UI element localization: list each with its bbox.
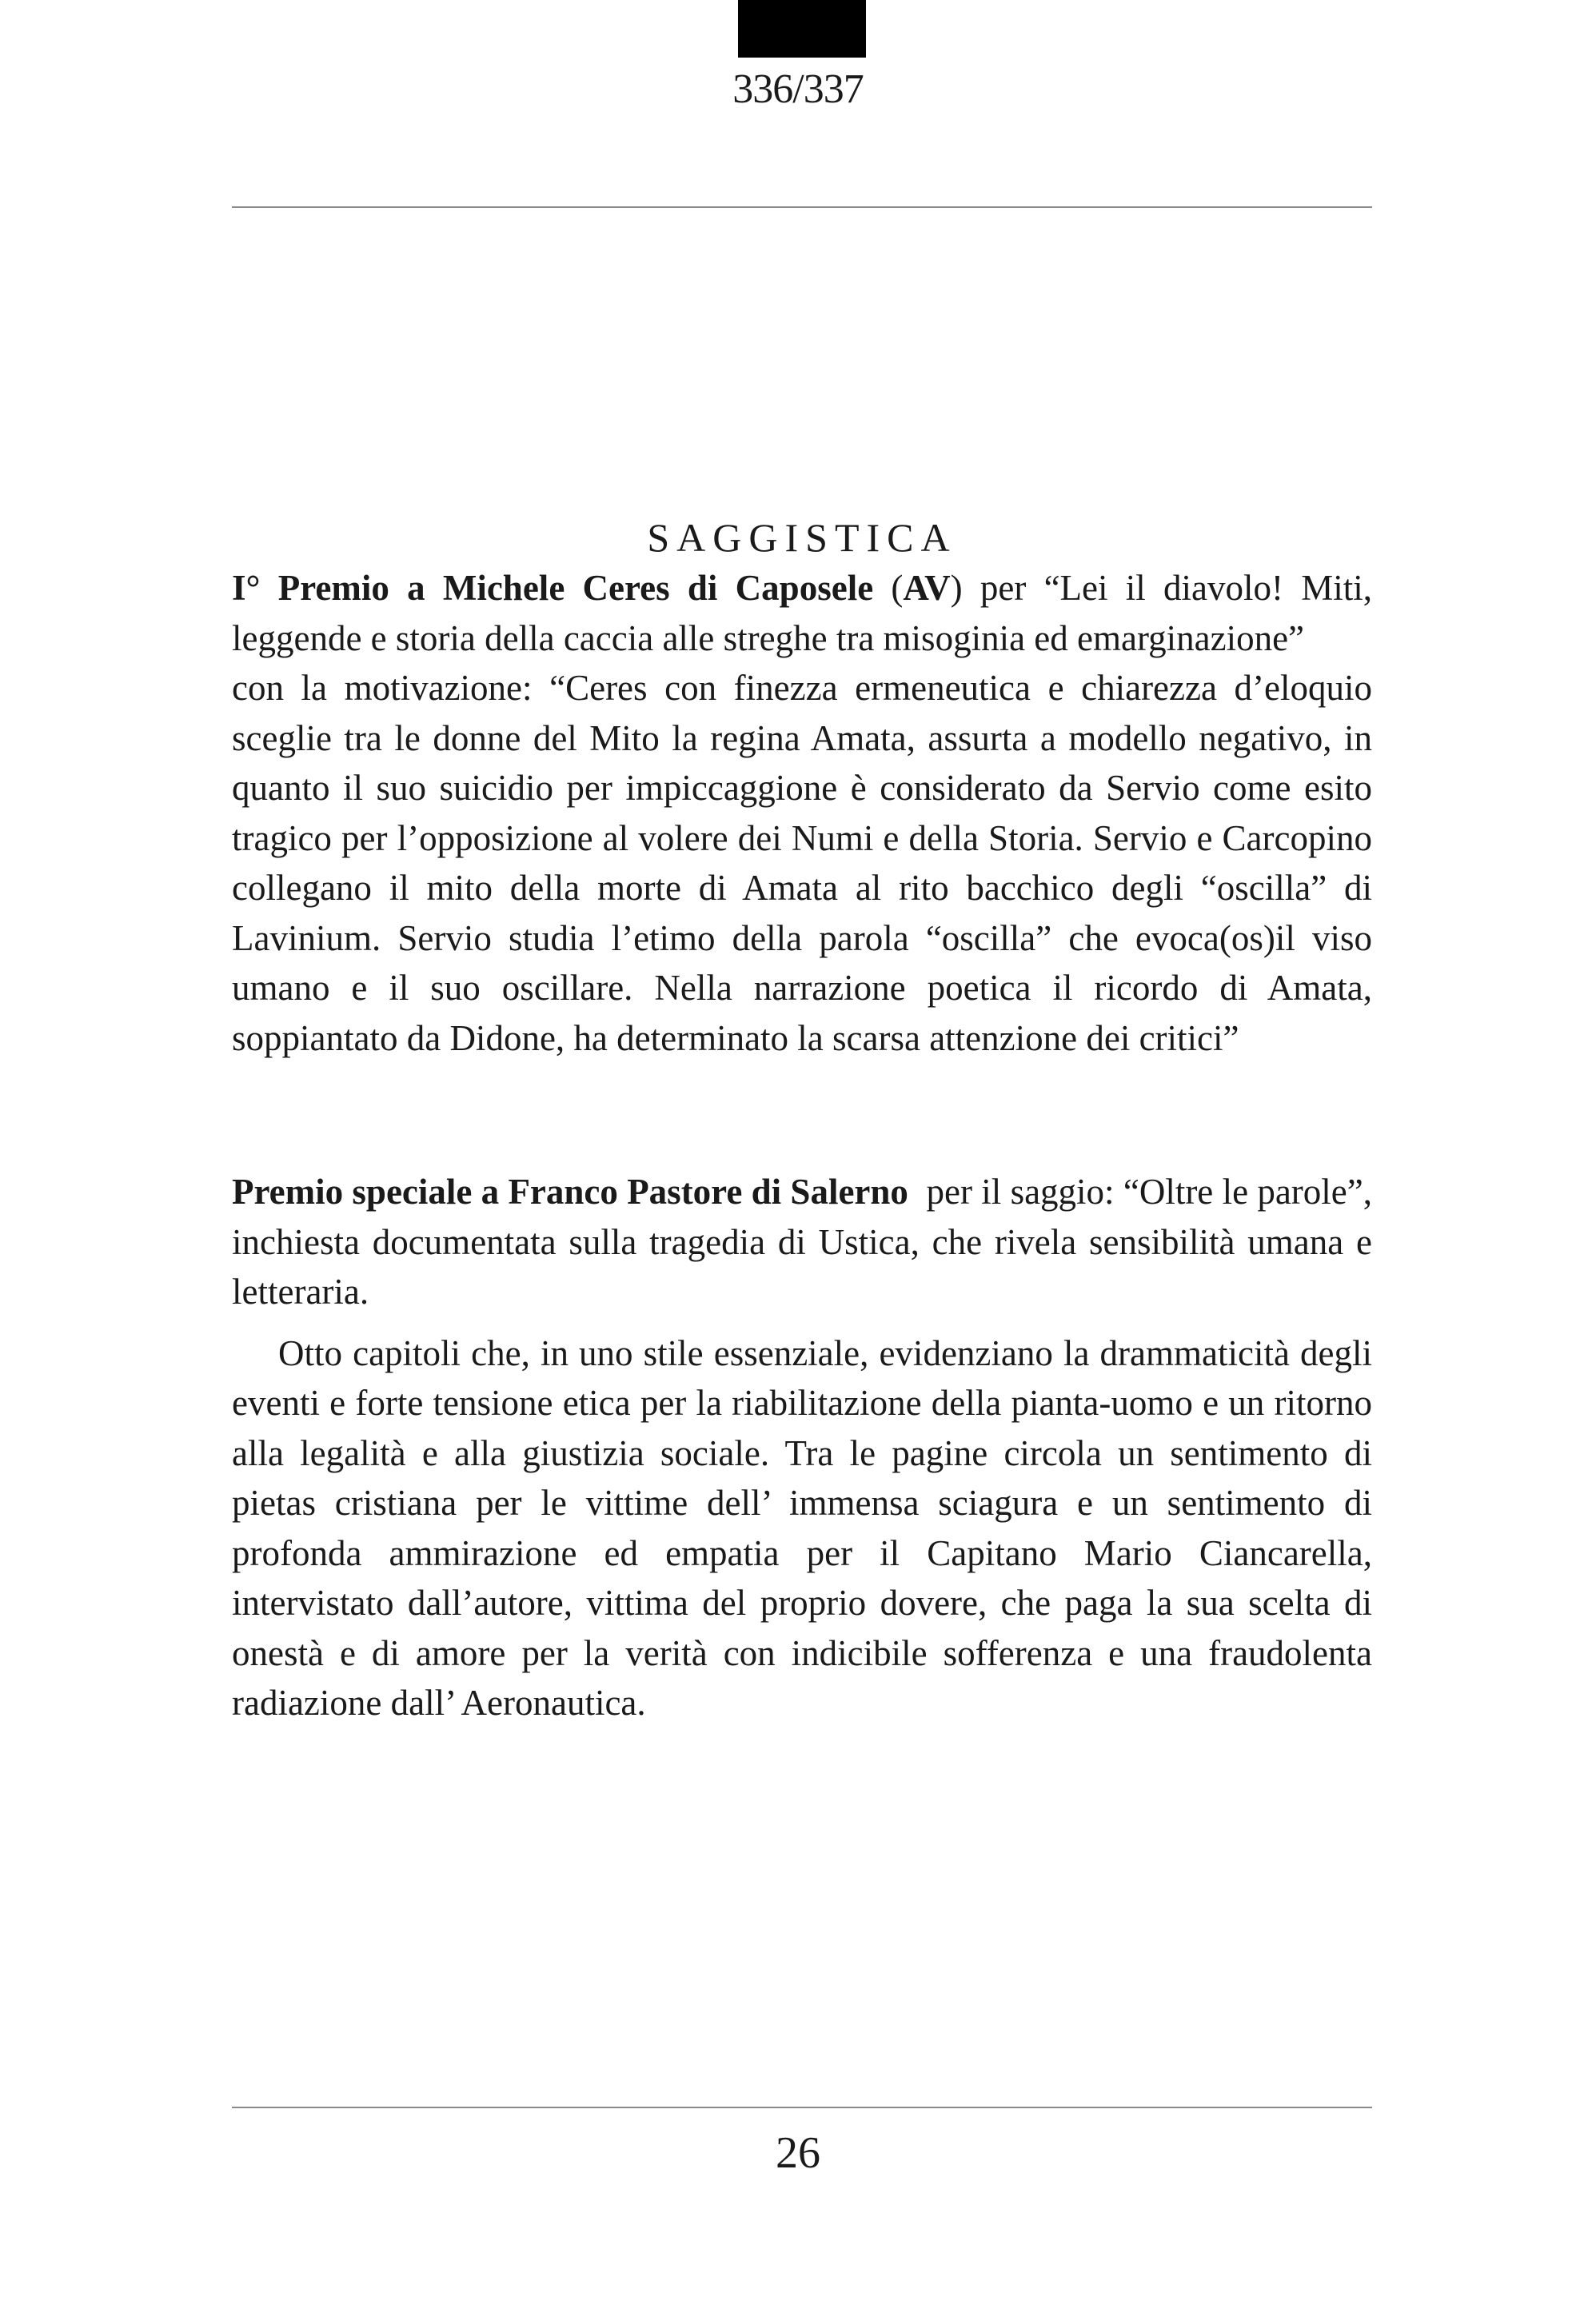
first-prize-motivation: con la motivazione: “Ceres con finezza ermeneutica e chiarezza d’eloquio sceglie tra le donne del Mito la regina Amata, assurta a modello negativo, in quanto il suo suicidio per impiccaggione è considerato da Servio come esito tragico per l’opposizione al volere dei Numi e della Storia. Servio e Carcopino collegano il mito della morte di Amata al rito bacchico degli “oscilla” di Lavinium. Servio studia l’etimo della parola “oscilla” che evoca(os)il viso umano e il suo oscillare. Nella narrazione poetica il ricordo di Amata, soppiantato da Didone, ha determinato la scarsa attenzione dei critici” xyxy=(232,668,1372,1058)
page-number: 26 xyxy=(776,2128,820,2178)
special-prize-paragraph xyxy=(232,1167,1382,1317)
paren-close: ) xyxy=(950,568,963,608)
issue-number: 336/337 xyxy=(732,66,864,112)
special-prize-description: Otto capitoli che, in uno stile essenziale, evidenziano la drammaticità degli eventi e forte tensione etica per la riabilitazione della pianta-uomo e un ritorno alla legalità e alla giustizia sociale. Tra le pagine circola un sentimento di pietas cristiana per le vittime dell’ immensa sciagura e un sentimento di profonda ammirazione ed empatia per il Capitano Mario Ciancarella, intervistato dall’autore, vittima del proprio dovere, che paga la sua scelta di onestà e di amore per la verità con indicibile sofferenza e una fraudolenta radiazione dall’ Aeronautica. xyxy=(232,1332,1372,1723)
special-prize-award: Premio speciale a Franco Pastore di Salerno xyxy=(232,1172,908,1212)
first-prize-paragraph xyxy=(232,563,1372,663)
special-prize-text: per il saggio: “Oltre le parole”, inchiesta documentata sulla tragedia di Ustica, che rivela sensibilità umana e letteraria. xyxy=(232,1172,1382,1312)
first-prize-province: AV xyxy=(903,568,951,608)
page-content xyxy=(232,512,1382,1728)
spacer xyxy=(232,1063,1372,1167)
header-divider xyxy=(232,206,1372,208)
first-prize-award: I° Premio a Michele Ceres di Caposele xyxy=(232,568,874,608)
spacer xyxy=(232,1317,1372,1328)
paren-open: ( xyxy=(873,568,904,608)
header-black-bar xyxy=(738,0,866,58)
first-prize-work-title: per “Lei il diavolo! Miti, leggende e storia della caccia alle streghe tra misoginia ed emarginazione” xyxy=(232,568,1372,658)
footer-divider xyxy=(232,2107,1372,2108)
section-title: SAGGISTICA xyxy=(647,515,957,560)
